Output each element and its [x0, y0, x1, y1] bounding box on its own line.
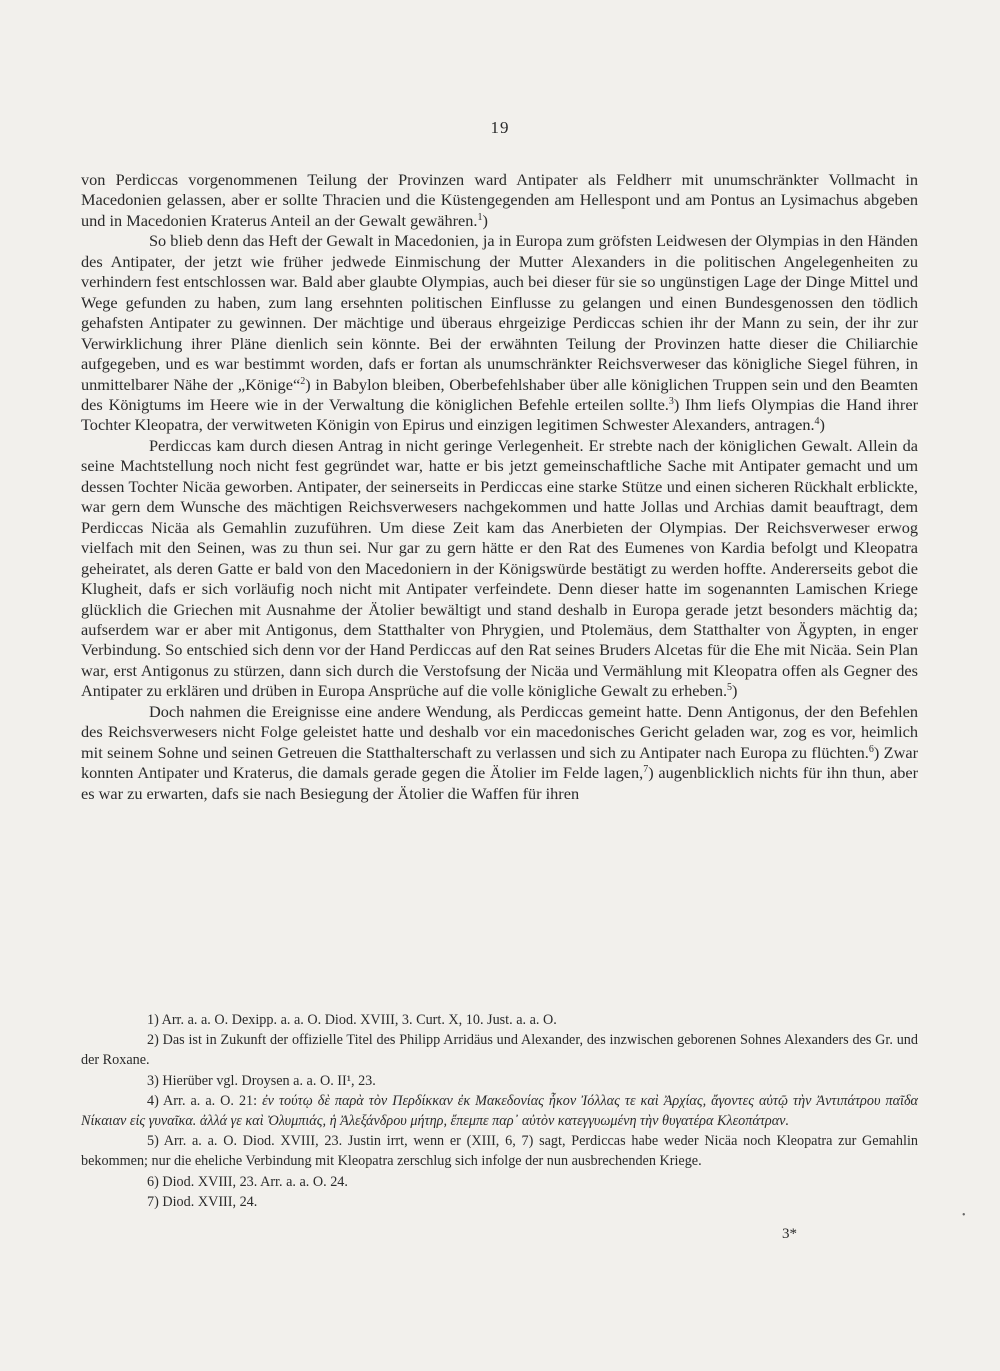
- footnote-4: [81, 1091, 918, 1131]
- footnote-7: 7) Diod. XVIII, 24.: [147, 1193, 258, 1210]
- footnote-ref: 1: [477, 211, 483, 223]
- footnote-ref: 7: [643, 764, 649, 776]
- paragraph-4: [81, 702, 918, 804]
- footnote-2: 2) Das ist in Zukunft der offizielle Titel des Philipp Arridäus und Alexander, des inzwischen geborenen Sohnes Alexanders des Gr. und der Roxane.: [81, 1032, 918, 1069]
- footnote-ref: 4: [814, 416, 820, 428]
- footnote-ref: 5: [727, 682, 733, 694]
- paragraph-text: ): [819, 415, 825, 435]
- paragraph-text: ) Zwar konnten Antipater und Kraterus, die damals gerade gegen die Ätolier im Felde lagen,: [81, 742, 918, 783]
- paragraph-1: [81, 170, 918, 231]
- footnote-3: 3) Hierüber vgl. Droysen a. a. O. II¹, 23.: [147, 1072, 376, 1089]
- footnote-ref: 2: [300, 375, 306, 387]
- footnote-4-ref: 4) Arr. a. a. O. 21:: [147, 1092, 263, 1109]
- footnote-4-greek-quote: ἐν τούτῳ δὲ παρὰ τὸν Περδίκκαν ἐκ Μακεδονίας ἧκον Ἰόλλας τε καὶ Ἀρχίας, ἄγοντες αὐτῷ τὴν Ἀντιπάτρου παῖδα Νίκαιαν εἰς γυναῖκα. ἀλλά γε καὶ Ὀλυμπιάς, ἡ Ἀλεξάνδρου μήτηρ, ἔπεμπε παρ᾽ αὐτὸν κατεγγυωμένη τὴν θυγατέρα Κλεοπάτραν.: [81, 1092, 919, 1130]
- paragraph-text: ): [482, 210, 488, 230]
- paragraph-text: ) in Babylon bleiben, Oberbefehlshaber über alle königlichen Truppen sein und den Beamten des Königtums im Heere wie in der Verwaltung die königlichen Befehle erteilen sollte.: [81, 374, 918, 414]
- paragraph-text: ) Ihm liefs Olympias die Hand ihrer Tochter Kleopatra, der verwitweten Königin von Epirus und einzigen legitimen Schwester Alexanders, antragen.: [81, 394, 919, 435]
- footnote-ref: 6: [868, 743, 874, 755]
- footnote-1: 1) Arr. a. a. O. Dexipp. a. a. O. Diod. XVIII, 3. Curt. X, 10. Just. a. a. O.: [147, 1012, 557, 1028]
- paragraph-text: ): [732, 681, 738, 701]
- paragraph-text: von Perdiccas vorgenommenen Teilung der Provinzen ward Antipater als Feldherr mit unumschränkter Vollmacht in Macedonien gelassen, aber er sollte Thracien und die Küstengegenden am Hellespont und am Pontus an Lysimachus abgeben und in Macedonien Kraterus Anteil an der Gewalt gewähren.: [81, 170, 918, 230]
- page-number: 19: [490, 118, 510, 137]
- footnote-6: 6) Diod. XVIII, 23. Arr. a. a. O. 24.: [147, 1173, 348, 1190]
- paragraph-text: Doch nahmen die Ereignisse eine andere Wendung, als Perdiccas gemeint hatte. Denn Antigonus, der den Befehlen des Reichsverwesers nicht Folge geleistet hatte und deshalb vor ein macedonisches Gericht geladen war, zog es vor, heimlich mit seinem Sohne und seinen Getreuen die Statthalterschaft zu verlassen und sich zu Antipater nach Europa zu flüchten.: [81, 701, 918, 762]
- paragraph-text: So blieb denn das Heft der Gewalt in Macedonien, ja in Europa zum gröfsten Leidwesen der Olympias in den Händen des Antipater, der jetzt wie früher jedwede Einmischung der Mutter Alexanders in die politischen Angelegenheiten zu verhindern fest entschlossen war. Bald aber glaubte Olympias, auch bei dieser für sie so ungünstigen Lage der Dinge Mittel und Wege gefunden zu haben, zum lang ersehnten politischen Einflusse zu gelangen und einen Bundesgenossen den tödlich gehafsten Antipater zu gewinnen. Der mächtige und überaus ehrgeizige Perdiccas schien ihr der Mann zu sein, der ihr zur Verwirklichung ihrer Pläne dienlich sein könnte. Bei der erwähnten Teilung der Provinzen hatte dieser die Chiliarchie aufgegeben, und es war bestimmt worden, dafs er fortan als unumschränkter Reichsverweser das königliche Siegel führen, in unmittelbarer Nähe der „Könige“: [81, 231, 918, 394]
- footnotes: [81, 1010, 918, 1212]
- paragraph-3: [81, 436, 918, 702]
- ink-speck: •: [962, 1210, 966, 1221]
- footnote-ref: 3: [668, 395, 674, 407]
- signature-mark: 3*: [782, 1226, 797, 1242]
- footnote-5: 5) Arr. a. a. O. Diod. XVIII, 23. Justin irrt, wenn er (XIII, 6, 7) sagt, Perdiccas habe weder Nicäa noch Kleopatra zur Gemahlin bekommen; nur die eheliche Verbindung mit Kleopatra zerschlug sich infolge der nun ausbrechenden Kriege.: [81, 1133, 918, 1170]
- paragraph-text: Perdiccas kam durch diesen Antrag in nicht geringe Verlegenheit. Er strebte nach der königlichen Gewalt. Allein da seine Machtstellung noch nicht fest gegründet war, hatte er bis jetzt gemeinschaftliche Sache mit Antipater gemacht und um dessen Tochter Nicäa geworben. Antipater, der seinerseits in Perdiccas eine starke Stütze und einen sicheren Rückhalt erblickte, war gern dem Wunsche des mächtigen Reichsverwesers nachgekommen und hatte Jollas und Archias damit beauftragt, dem Perdiccas Nicäa als Gemahlin zuzuführen. Um diese Zeit kam das Anerbieten der Olympias. Der Reichsverweser erwog vielfach mit den Seinen, was zu thun sei. Nur gar zu gern hätte er den Rat des Eumenes von Kardia befolgt und Kleopatra geheiratet, als deren Gatte er bald von den Macedoniern in der Königswürde bestätigt zu werden hoffte. Andererseits gebot die Klugheit, dafs er sich vorläufig noch nicht mit Antipater verfeindete. Denn dieser hatte im sogenannten Lamischen Kriege glücklich die Griechen mit Ausnahme der Ätolier bewältigt und stand deshalb in Europa gerade jetzt besonders mächtig da; aufserdem war er aber mit Antigonus, dem Statthalter von Phrygien, und Ptolemäus, dem Statthalter von Ägypten, in enger Verbindung. So entschied sich denn vor der Hand Perdiccas auf den Rat seines Bruders Alcetas für die Ehe mit Nicäa. Sein Plan war, erst Antigonus zu stürzen, dann sich durch die Verstofsung der Nicäa und Vermählung mit Kleopatra offen als Gegner des Antipater zu erklären und drüben in Europa Ansprüche auf die volle königliche Gewalt zu erheben.: [81, 435, 918, 701]
- body-text: [81, 170, 918, 804]
- paragraph-text: ) augenblicklich nichts für ihn thun, aber es war zu erwarten, dafs sie nach Besiegung der Ätolier die Waffen für ihren: [81, 763, 919, 803]
- paragraph-2: [81, 231, 918, 436]
